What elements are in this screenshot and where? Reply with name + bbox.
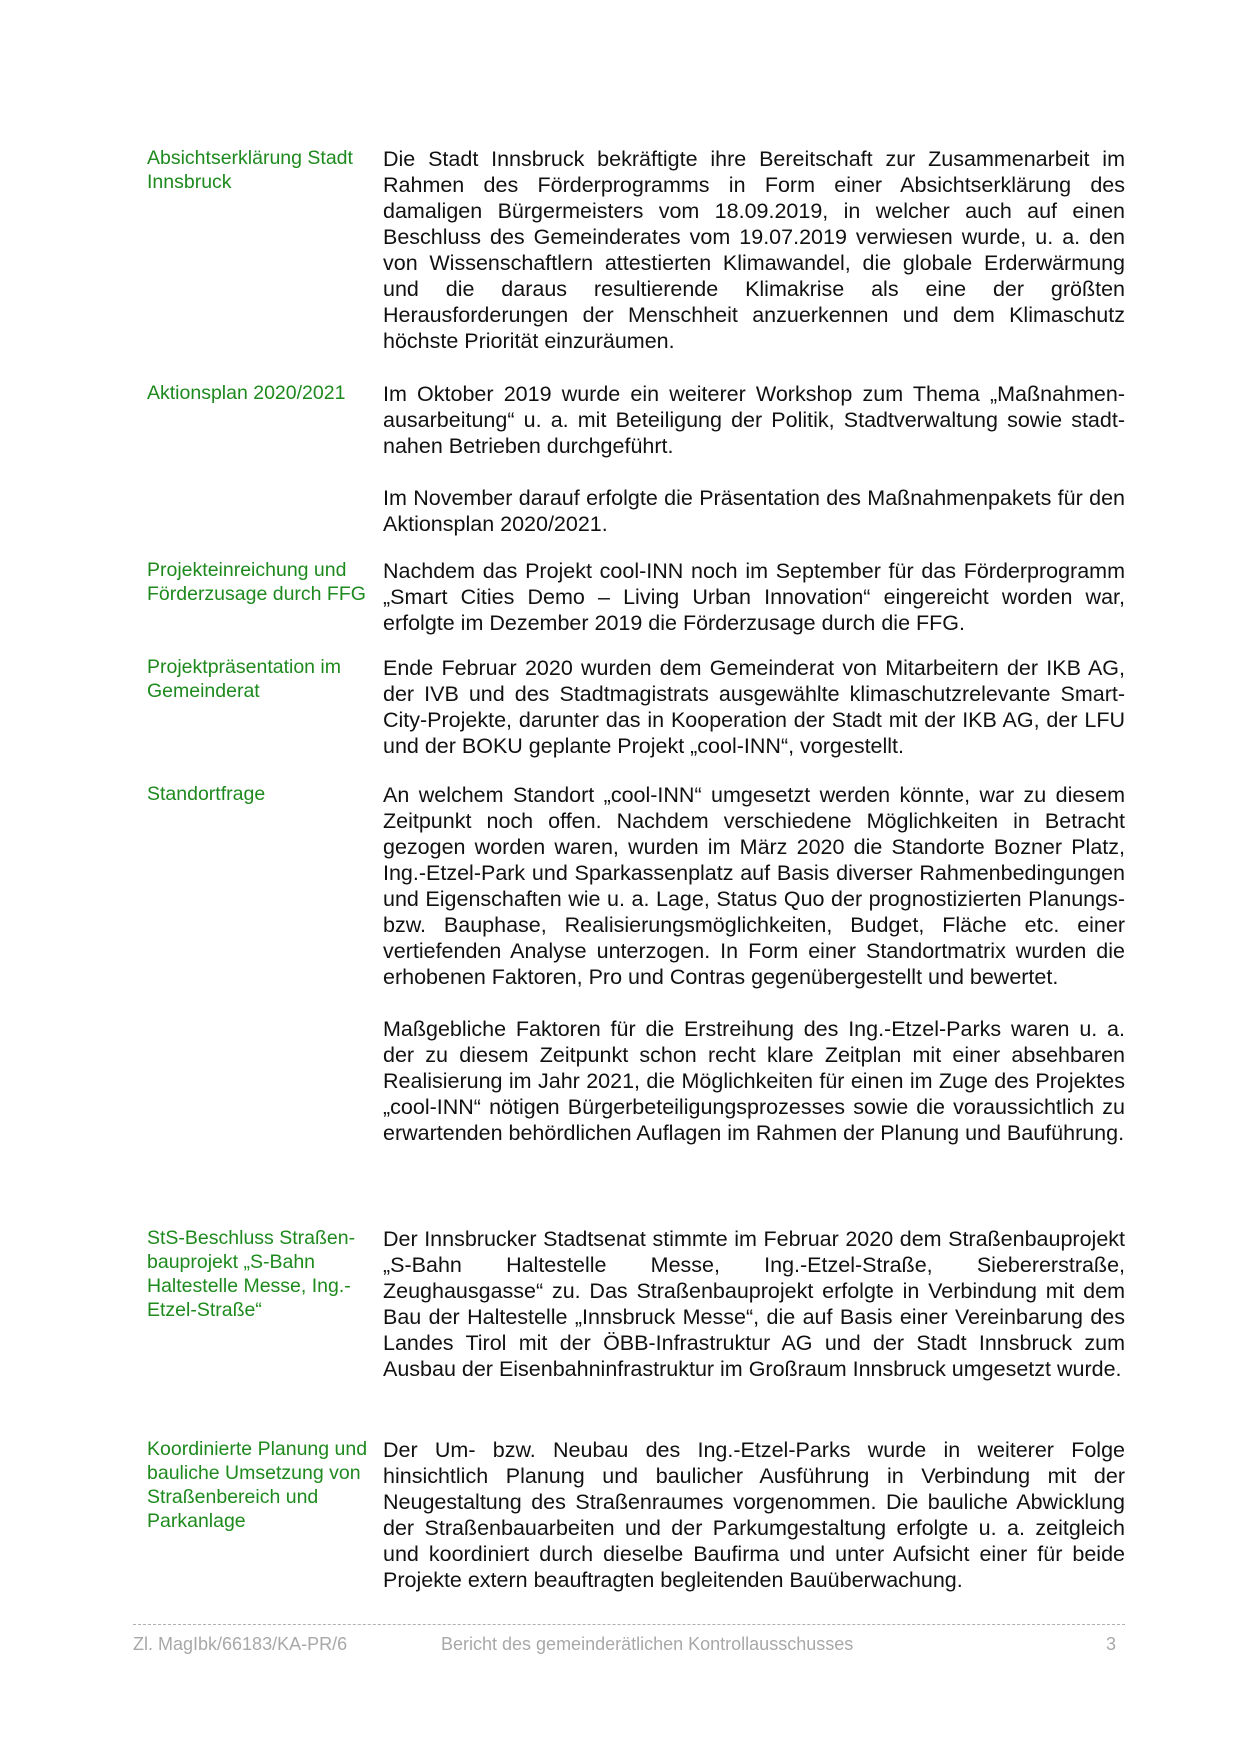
paragraph: Der Innsbrucker Stadtsenat stimmte im Februar 2020 dem Straßenbauprojekt „S-Bahn Haltestelle Messe, Ing.-Etzel-Straße, Siebererstraße, Zeughausgasse“ zu. Das Straßenbauprojekt erfolgte in Verbindung mit dem Bau der Haltestelle „Innsbruck Messe“, die auf Basis einer Vereinbarung des Landes Tirol mit der ÖBB-Infrastruktur AG und der Stadt Innsbruck zum Ausbau der Eisenbahninfrastruktur im Großraum Innsbruck umgesetzt wurde.: [383, 1227, 1125, 1381]
paragraph: Die Stadt Innsbruck bekräftigte ihre Bereitschaft zur Zusammenarbeit im Rahmen des Förderprogramms in Form einer Absichtserklärung des damaligen Bürgermeisters vom 18.09.2019, in welcher auch auf einen Beschluss des Gemeinderates vom 19.07.2019 verwiesen wurde, u. a. den von Wissenschaftlern attestierten Klimawandel, die globale Erderwärmung und die daraus resultierende Klimakrise als eine der größten Herausforderungen der Menschheit anzuerkennen und dem Klimaschutz höchste Priorität einzuräumen.: [383, 147, 1125, 353]
section-body: [383, 381, 1125, 537]
section-label: StS-Beschluss Straßenbauprojekt „S-Bahn Haltestelle Messe, Ing.-Etzel-Straße“: [147, 1227, 356, 1321]
section-body: [383, 146, 1125, 354]
section-label: Koordinierte Planung und bauliche Umsetzung von Straßenbereich und Parkanlage: [147, 1438, 368, 1532]
paragraph: Im Oktober 2019 wurde ein weiterer Workshop zum Thema „Maßnahmenausarbeitung“ u. a. mit Beteiligung der Politik, Stadtverwaltung sowie stadtnahen Betrieben durchgeführt.: [383, 382, 1125, 458]
footer-divider: [133, 1624, 1125, 1625]
paragraph: An welchem Standort „cool-INN“ umgesetzt werden könnte, war zu diesem Zeitpunkt noch offen. Nachdem verschiedene Möglichkeiten in Betracht gezogen worden waren, wurden im März 2020 die Standorte Bozner Platz, Ing.-Etzel-Park und Sparkassenplatz auf Basis diverser Rahmenbedingungen und Eigenschaften wie u. a. Lage, Status Quo der prognostizierten Planungs- bzw. Bauphase, Realisierungsmöglichkeiten, Budget, Fläche etc. einer vertiefenden Analyse unterzogen. In Form einer Standortmatrix wurden die erhobenen Faktoren, Pro und Contras gegenübergestellt und bewertet.: [383, 783, 1125, 989]
section-label: Standortfrage: [147, 783, 266, 805]
paragraph: Ende Februar 2020 wurden dem Gemeinderat von Mitarbeitern der IKB AG, der IVB und des Stadtmagistrats ausgewählte klimaschutzrelevante Smart-City-Projekte, darunter das in Kooperation der Stadt mit der IKB AG, der LFU und der BOKU geplante Projekt „cool-INN“, vorgestellt.: [383, 656, 1125, 758]
section-body: [383, 1437, 1125, 1593]
section-body: [383, 782, 1125, 1146]
paragraph: Maßgebliche Faktoren für die Erstreihung des Ing.-Etzel-Parks waren u. a. der zu diesem Zeitpunkt schon recht klare Zeitplan mit einer absehbaren Realisierung im Jahr 2021, die Möglichkeiten für einen im Zuge des Projektes „cool-INN“ nötigen Bürgerbeteiligungsprozesses sowie die voraussichtlich zu erwartenden behördlichen Auflagen im Rahmen der Planung und Bauführung.: [383, 1017, 1125, 1145]
section-label: Projekteinreichung und Förderzusage durch FFG: [147, 559, 366, 605]
paragraph: Der Um- bzw. Neubau des Ing.-Etzel-Parks wurde in weiterer Folge hinsichtlich Planung und baulicher Ausführung in Verbindung mit der Neugestaltung des Straßenraumes vorgenommen. Die bauliche Abwicklung der Straßenbauarbeiten und der Parkumgestaltung erfolgte u. a. zeitgleich und koordiniert durch dieselbe Baufirma und unter Aufsicht einer für beide Projekte extern beauftragten begleitenden Bauüberwachung.: [383, 1438, 1125, 1592]
section-body: [383, 558, 1125, 636]
footer-title: Bericht des gemeinderätlichen Kontrollausschusses: [441, 1634, 854, 1654]
page-number: 3: [1105, 1634, 1116, 1654]
section-body: [383, 655, 1125, 759]
section-label: Aktionsplan 2020/2021: [147, 382, 346, 404]
paragraph: Nachdem das Projekt cool-INN noch im September für das Förderprogramm „Smart Cities Demo – Living Urban Innovation“ eingereicht worden war, erfolgte im Dezember 2019 die Förderzusage durch die FFG.: [383, 559, 1125, 635]
section-label: Absichtserklärung Stadt Innsbruck: [147, 147, 353, 193]
footer-reference: Zl. MagIbk/66183/KA-PR/6: [133, 1634, 348, 1654]
section-body: [383, 1226, 1125, 1382]
section-label: Projektpräsentation im Gemeinderat: [147, 656, 342, 702]
paragraph: Im November darauf erfolgte die Präsentation des Maßnahmenpakets für den Aktionsplan 2020/2021.: [383, 486, 1125, 536]
